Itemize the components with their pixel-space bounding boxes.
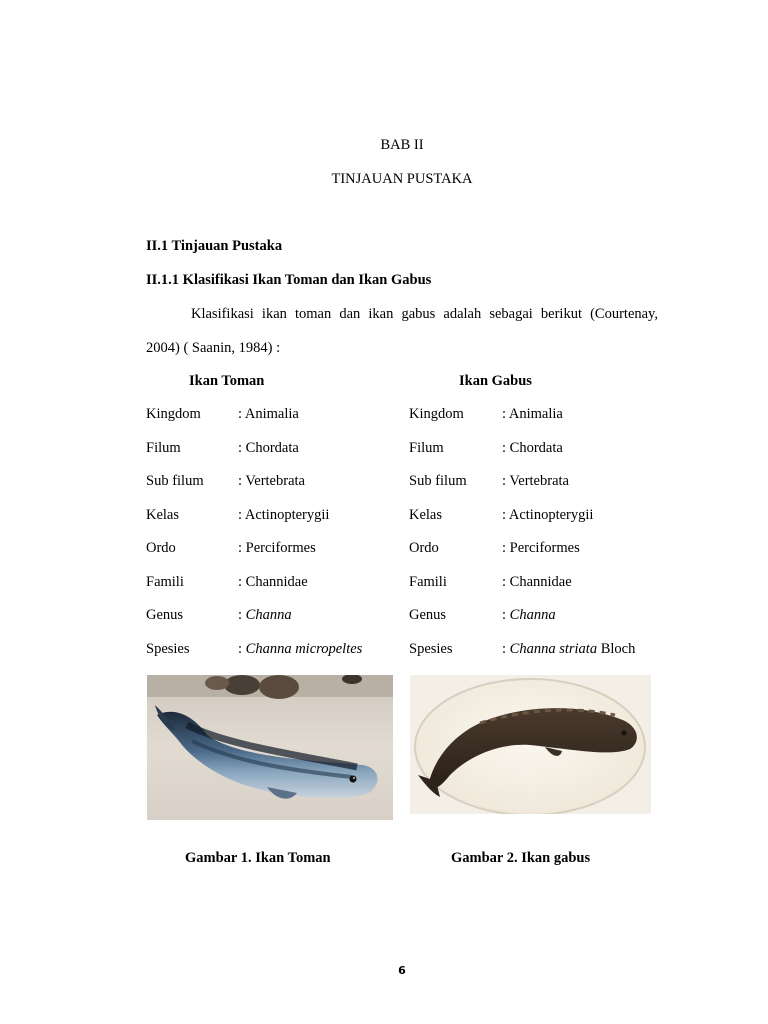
toman-kingdom: : Animalia [238, 406, 299, 422]
column-heading-gabus: Ikan Gabus [459, 373, 532, 389]
toman-famili: : Channidae [238, 574, 308, 590]
figure-1-caption: Gambar 1. Ikan Toman [185, 850, 331, 866]
label-kelas: Kelas [409, 507, 443, 523]
gabus-fish-photo [410, 675, 651, 814]
label-kelas: Kelas [146, 507, 180, 523]
label-ordo: Ordo [409, 540, 439, 556]
figure-2-caption: Gambar 2. Ikan gabus [451, 850, 591, 866]
label-spesies: Spesies [409, 641, 453, 657]
intro-line-1: Klasifikasi ikan toman dan ikan gabus adalah sebagai berikut (Courtenay, [191, 306, 658, 322]
column-heading-toman: Ikan Toman [189, 373, 265, 389]
label-kingdom: Kingdom [409, 406, 464, 422]
gabus-kelas: : Actinopterygii [502, 507, 594, 523]
section-heading: II.1 Tinjauan Pustaka [146, 238, 283, 254]
toman-fish-photo [147, 675, 393, 820]
label-famili: Famili [409, 574, 447, 590]
gabus-kingdom: : Animalia [502, 406, 563, 422]
toman-subfilum: : Vertebrata [238, 473, 305, 489]
gabus-famili: : Channidae [502, 574, 572, 590]
gabus-filum: : Chordata [502, 440, 563, 456]
label-genus: Genus [409, 607, 447, 623]
label-subfilum: Sub filum [146, 473, 204, 489]
intro-line-2: 2004) ( Saanin, 1984) : [146, 340, 281, 356]
label-subfilum: Sub filum [409, 473, 467, 489]
page-number: 6 [398, 964, 406, 977]
label-kingdom: Kingdom [146, 406, 201, 422]
toman-kelas: : Actinopterygii [238, 507, 330, 523]
label-genus: Genus [146, 607, 184, 623]
gabus-subfilum: : Vertebrata [502, 473, 569, 489]
gabus-genus: : Channa [502, 607, 556, 623]
toman-genus: : Channa [238, 607, 292, 623]
chapter-title: TINJAUAN PUSTAKA [331, 171, 473, 187]
label-filum: Filum [146, 440, 181, 456]
toman-spesies: : Channa micropeltes [238, 641, 363, 657]
toman-filum: : Chordata [238, 440, 299, 456]
subsection-heading: II.1.1 Klasifikasi Ikan Toman dan Ikan Gabus [146, 272, 432, 288]
label-spesies: Spesies [146, 641, 190, 657]
label-ordo: Ordo [146, 540, 176, 556]
label-filum: Filum [409, 440, 444, 456]
toman-ordo: : Perciformes [238, 540, 316, 556]
gabus-ordo: : Perciformes [502, 540, 580, 556]
gabus-spesies: : Channa striata Bloch [502, 641, 636, 657]
chapter-number: BAB II [380, 137, 424, 153]
label-famili: Famili [146, 574, 184, 590]
